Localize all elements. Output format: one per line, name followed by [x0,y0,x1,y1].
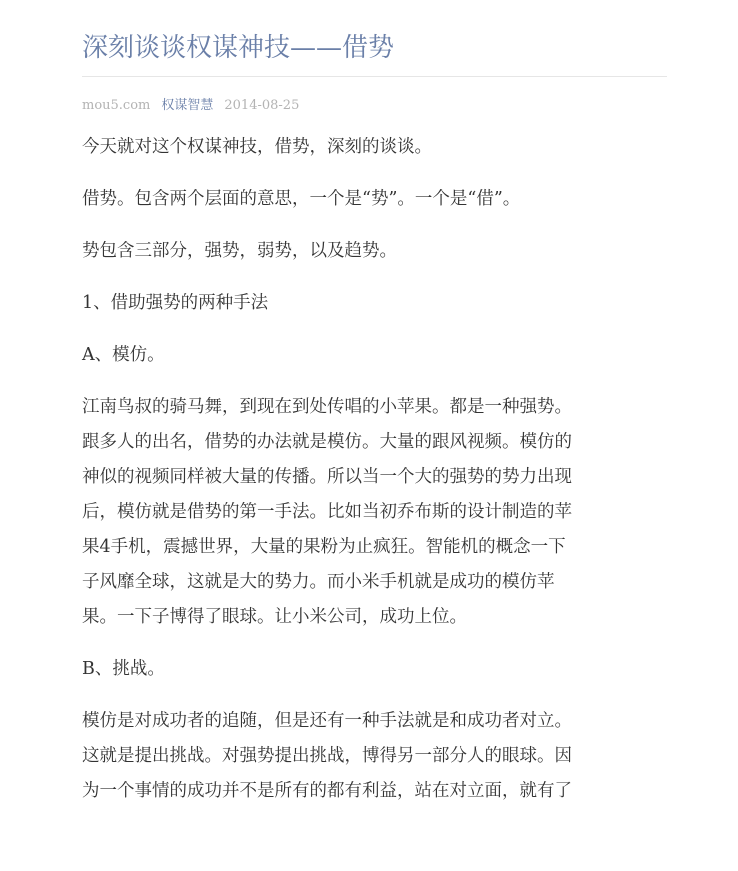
subheading-b: B、挑战。 [82,659,165,679]
paragraph-intro: 今天就对这个权谋神技，借势，深刻的谈谈。 [82,137,432,157]
paragraph-line: 后，模仿就是借势的第一手法。比如当初乔布斯的设计制造的苹 [82,502,572,522]
paragraph-line: 跟多人的出名，借势的办法就是模仿。大量的跟风视频。模仿的 [82,432,572,452]
paragraph-three-parts: 势包含三部分，强势，弱势，以及趋势。 [82,241,397,261]
article-body [82,130,667,809]
paragraph-line: 果。一下子博得了眼球。让小米公司，成功上位。 [82,607,467,627]
meta-date: 2014-08-25 [224,98,300,113]
paragraph-line: 模仿是对成功者的追随，但是还有一种手法就是和成功者对立。 [82,711,572,731]
paragraph-line: 果4手机，震撼世界，大量的果粉为止疯狂。智能机的概念一下 [82,537,566,557]
paragraph-line: 江南鸟叔的骑马舞，到现在到处传唱的小苹果。都是一种强势。 [82,397,572,417]
title-divider [82,76,667,77]
article [82,0,667,826]
subheading-a: A、模仿。 [82,345,165,365]
paragraph-line: 神似的视频同样被大量的传播。所以当一个大的强势的势力出现 [82,467,572,487]
paragraph-line: 这就是提出挑战。对强势提出挑战，博得另一部分人的眼球。因 [82,746,572,766]
paragraph-imitation [82,390,667,635]
paragraph-definition: 借势。包含两个层面的意思，一个是“势”。一个是“借”。 [82,189,521,209]
paragraph-line: 为一个事情的成功并不是所有的都有利益，站在对立面，就有了 [82,781,572,801]
paragraph-line: 子风靡全球，这就是大的势力。而小米手机就是成功的模仿苹 [82,572,555,592]
paragraph-challenge [82,704,667,809]
article-title: 深刻谈谈权谋神技——借势 [82,33,395,63]
meta-category-link[interactable]: 权谋智慧 [161,98,214,113]
section-heading-1: 1、借助强势的两种手法 [82,293,269,313]
meta-source: mou5.com [82,98,151,113]
article-meta [82,96,667,116]
